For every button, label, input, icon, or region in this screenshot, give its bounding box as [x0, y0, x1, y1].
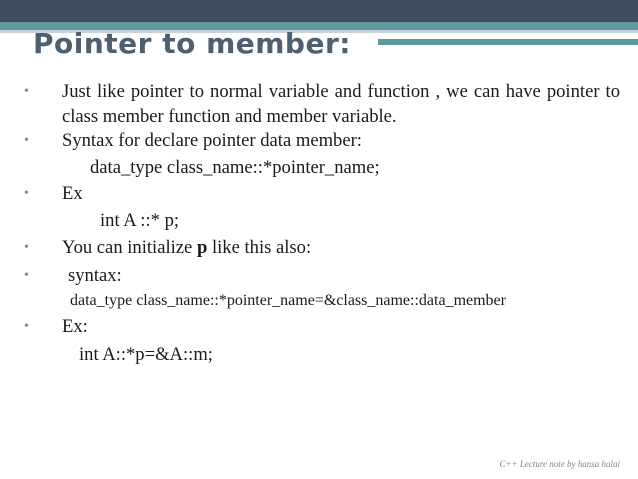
slide-body	[24, 80, 620, 367]
bullet-text: Ex	[62, 183, 83, 204]
bullet-icon: •	[24, 240, 29, 255]
bullet-icon: •	[24, 84, 29, 99]
bullet-text-pre: You can initialize	[62, 237, 197, 258]
code-line-declare: data_type class_name::*pointer_name;	[90, 156, 380, 178]
bullet-icon: •	[24, 133, 29, 148]
title-rule	[378, 39, 638, 45]
code-line-initialize: int A::*p=&A::m;	[79, 343, 213, 365]
slide-title: Pointer to member:	[33, 27, 351, 60]
bullet-item-2	[24, 129, 620, 154]
bullet-text-post: like this also:	[207, 237, 312, 258]
bullet-item-4	[24, 236, 620, 261]
bullet-item-1	[24, 80, 620, 129]
footer-note: C++ Lecture note by hansa halai	[499, 459, 620, 469]
bullet-icon: •	[24, 186, 29, 201]
bullet-item-3	[24, 182, 620, 207]
bullet-text: Just like pointer to normal variable and function , we can have pointer to class member function and member variable.	[62, 81, 620, 127]
bullet-text-bold: p	[196, 237, 208, 258]
bullet-text: syntax:	[68, 264, 122, 286]
header-bar	[0, 0, 638, 22]
bullet-text: Syntax for declare pointer data member:	[62, 130, 362, 151]
code-line-example: int A ::* p;	[100, 209, 180, 231]
bullet-icon: •	[24, 267, 29, 283]
code-line-syntax: data_type class_name::*pointer_name=&class_name::data_member	[70, 292, 506, 309]
bullet-icon: •	[24, 319, 29, 334]
bullet-text: Ex:	[62, 316, 88, 337]
bullet-item-5	[24, 264, 620, 289]
bullet-item-6	[24, 315, 620, 340]
